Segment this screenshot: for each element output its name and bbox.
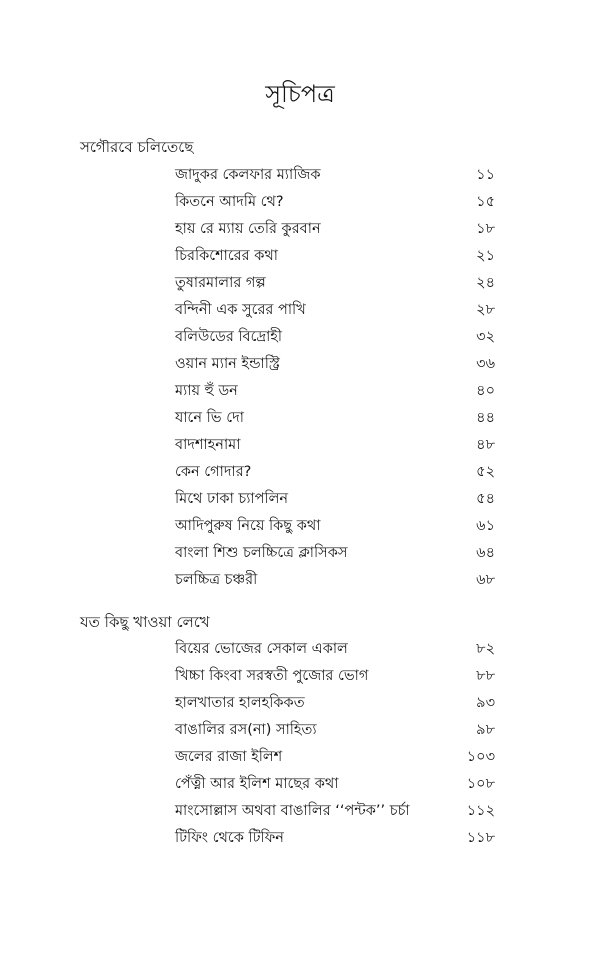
toc-entry[interactable]	[175, 272, 495, 298]
entry-title: তুষারমালার গল্প	[175, 275, 266, 291]
entry-page: ১৮	[476, 221, 495, 237]
entry-title: টিফিং থেকে টিফিন	[175, 830, 284, 846]
toc-entry[interactable]	[175, 665, 495, 691]
entry-title: হায় রে ম্যায় তেরি কুরবান	[175, 221, 321, 237]
entry-title: কেন গোদার?	[175, 464, 252, 480]
toc-entry[interactable]	[175, 773, 495, 799]
entry-page: ৪৮	[476, 437, 495, 453]
entry-page: ৩৬	[476, 356, 495, 372]
toc-entry[interactable]	[175, 461, 495, 487]
entry-title: ম্যায় হুঁ ডন	[175, 383, 238, 399]
entry-page: ৪০	[476, 383, 495, 399]
entry-title: বাংলা শিশু চলচ্চিত্রে ক্লাসিকস	[175, 545, 348, 561]
entry-page: ৬৮	[476, 572, 495, 588]
entry-page: ৯৮	[476, 722, 495, 738]
entry-title: কিতনে আদমি থে?	[175, 194, 284, 210]
toc-entry[interactable]	[175, 800, 495, 826]
entry-page: ৯৩	[476, 695, 495, 711]
entry-page: ১৫	[476, 194, 495, 210]
toc-entry[interactable]	[175, 719, 495, 745]
entry-page: ৬১	[476, 518, 495, 534]
toc-entry[interactable]	[175, 191, 495, 217]
toc-entry[interactable]	[175, 407, 495, 433]
entry-page: ৫৪	[476, 491, 495, 507]
entry-page: ২৮	[476, 302, 495, 318]
section-heading: সগৌরবে চলিতেছে	[80, 138, 194, 156]
entry-page: ৫২	[476, 464, 495, 480]
entry-page: ২১	[476, 248, 495, 264]
section-heading: যত কিছু খাওয়া লেখে	[80, 613, 210, 631]
entry-title: চিরকিশোরের কথা	[175, 248, 278, 264]
toc-entry[interactable]	[175, 569, 495, 595]
entry-title: পেঁত্নী আর ইলিশ মাছের কথা	[175, 776, 339, 792]
entry-title: বলিউডের বিদ্রোহী	[175, 329, 283, 345]
entry-title: বন্দিনী এক সুরের পাখি	[175, 302, 306, 318]
entry-page: ১১২	[466, 803, 495, 819]
entry-title: আদিপুরুষ নিয়ে কিছু কথা	[175, 518, 321, 534]
entry-title: মাংসোল্লাস অথবা বাঙালির ‘‘পন্টক’’ চর্চা	[175, 803, 410, 819]
entry-title: জলের রাজা ইলিশ	[175, 749, 283, 765]
entry-title: বিয়ের ভোজের সেকাল একাল	[175, 641, 348, 657]
entry-page: ৩২	[476, 329, 495, 345]
toc-entry[interactable]	[175, 245, 495, 271]
toc-entry[interactable]	[175, 164, 495, 190]
entry-title: মিথে ঢাকা চ্যাপলিন	[175, 491, 289, 507]
toc-entry[interactable]	[175, 353, 495, 379]
entry-title: বাদশাহনামা	[175, 437, 241, 453]
entry-title: ওয়ান ম্যান ইন্ডাস্ট্রি	[175, 356, 280, 372]
entry-page: ১০৮	[466, 776, 495, 792]
entry-page: ৬৪	[476, 545, 495, 561]
entry-page: ৮২	[476, 641, 495, 657]
toc-entry[interactable]	[175, 746, 495, 772]
toc-entry[interactable]	[175, 218, 495, 244]
entry-title: হালখাতার হালহকিকত	[175, 695, 305, 711]
entry-page: ১১	[476, 167, 495, 183]
entry-page: ১০৩	[466, 749, 495, 765]
page-title: সূচিপত্র	[265, 80, 335, 108]
toc-entry[interactable]	[175, 326, 495, 352]
toc-entry[interactable]	[175, 299, 495, 325]
entry-page: ২৪	[476, 275, 495, 291]
entry-page: ৮৮	[476, 668, 495, 684]
entry-title: জাদুকর কেলফার ম্যাজিক	[175, 167, 321, 183]
toc-entry[interactable]	[175, 692, 495, 718]
toc-entry[interactable]	[175, 542, 495, 568]
entry-title: চলচ্চিত্র চঞ্চরী	[175, 572, 258, 588]
entry-title: বাঙালির রস(না) সাহিত্য	[175, 722, 317, 738]
toc-entry[interactable]	[175, 434, 495, 460]
toc-entry[interactable]	[175, 488, 495, 514]
toc-entry[interactable]	[175, 380, 495, 406]
entry-page: ৪৪	[476, 410, 495, 426]
entry-title: খিচ্চা কিংবা সরস্বতী পুজোর ভোগ	[175, 668, 369, 684]
entry-title: যানে ভি দো	[175, 410, 244, 426]
toc-entry[interactable]	[175, 515, 495, 541]
entry-page: ১১৮	[466, 830, 495, 846]
toc-entry[interactable]	[175, 827, 495, 853]
toc-entry[interactable]	[175, 638, 495, 664]
